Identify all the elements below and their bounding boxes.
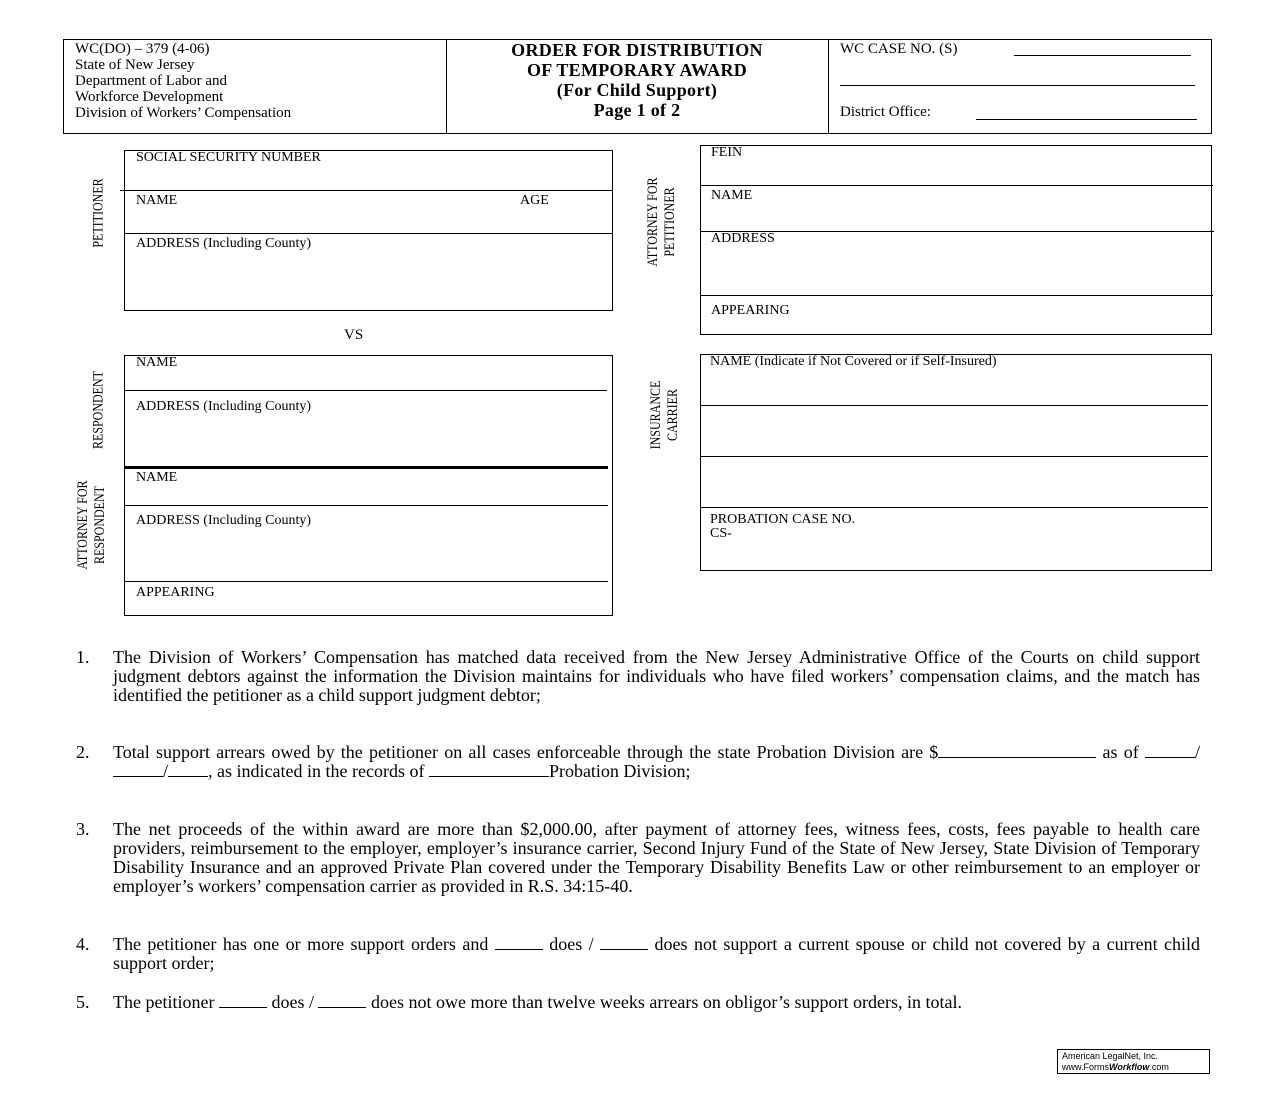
insurance-label-line-2: CARRIER — [665, 389, 681, 442]
item-4-text-1: The petitioner has one or more support orders and — [113, 934, 495, 954]
attorney-petitioner-side-label — [645, 177, 679, 266]
attorney-petitioner-address-label: ADDRESS — [711, 231, 775, 246]
item-5-text-3: does not owe more than twelve weeks arrears on obligor’s support orders, in total. — [366, 992, 962, 1012]
date-slash-2: / — [163, 761, 169, 781]
attorney-respondent-name-label: NAME — [136, 470, 178, 485]
item-4-text-2: does / — [542, 934, 601, 954]
department-line-1: Department of Labor and — [75, 73, 228, 89]
attorney-respondent-address-label: ADDRESS (Including County) — [136, 513, 311, 528]
petitioner-side-label: PETITIONER — [90, 178, 107, 248]
respondent-attorney-separator — [124, 466, 608, 469]
item-3-number: 3. — [76, 819, 90, 839]
versus-label: VS — [344, 327, 364, 343]
petitioner-divider-2 — [124, 233, 612, 234]
form-number: WC(DO) – 379 (4-06) — [75, 41, 210, 57]
insurance-label-line-1: INSURANCE — [648, 380, 664, 450]
attorney-respondent-label-line-1: ATTORNEY FOR — [75, 480, 91, 570]
item-5-paragraph — [113, 993, 1200, 1012]
item-4-paragraph — [113, 935, 1200, 973]
insurance-divider-3 — [700, 507, 1208, 508]
item-4-text-3: does not support a current spouse or child not covered by a current child support order; — [113, 934, 1200, 973]
header-agency-block — [75, 41, 291, 121]
item-4-number: 4. — [76, 934, 90, 954]
item-2-number: 2. — [76, 742, 90, 762]
item-1-number: 1. — [76, 647, 90, 667]
supports-spouse-does-not-field[interactable] — [600, 949, 648, 950]
arrears-does-field[interactable] — [219, 1007, 267, 1008]
petitioner-box — [124, 150, 613, 311]
date-year-field[interactable] — [168, 776, 208, 777]
attorney-petitioner-label-line-2: PETITIONER — [662, 187, 678, 257]
state-name: State of New Jersey — [75, 57, 195, 73]
respondent-box — [124, 355, 613, 616]
wc-case-label: WC CASE NO. (S) — [840, 41, 958, 57]
date-month-field[interactable] — [1145, 757, 1195, 758]
fein-label: FEIN — [711, 145, 743, 160]
respondent-side-label: RESPONDENT — [90, 370, 107, 450]
item-2-text-1: Total support arrears owed by the petitioner on all cases enforceable through the state Probation Division are $ — [113, 742, 939, 762]
page-indicator: Page 1 of 2 — [593, 100, 681, 120]
division-name: Division of Workers’ Compensation — [75, 105, 292, 121]
insurance-divider-2 — [700, 456, 1208, 457]
attorney-petitioner-label-line-1: ATTORNEY FOR — [645, 177, 661, 267]
insurance-box — [700, 354, 1212, 571]
attorney-petitioner-divider-2 — [700, 231, 1214, 232]
arrears-amount-field[interactable] — [938, 757, 1096, 758]
item-3-text: The net proceeds of the within award are more than $2,000.00, after payment of attorney fees, witness fees, costs, fees payable to health care providers, reimbursement to the employer, employer’s insurance carrier, Second Injury Fund of the State of New Jersey, State Division of Temporary Disability Insurance and an approved Private Plan covered under the Temporary Disability Benefits Law or other reimbursement to an employer or employer’s workers’ compensation carrier as provided in R.S. 34:15-40. — [113, 819, 1200, 896]
insurance-name-label: NAME (Indicate if Not Covered or if Self-Insured) — [710, 354, 997, 369]
header-divider-2 — [828, 40, 829, 133]
petitioner-address-label: ADDRESS (Including County) — [136, 236, 311, 251]
respondent-address-label: ADDRESS (Including County) — [136, 399, 311, 414]
attorney-petitioner-name-label: NAME — [711, 188, 753, 203]
petitioner-divider-1 — [120, 190, 612, 191]
wc-case-field-2[interactable] — [840, 85, 1195, 86]
district-office-label: District Office: — [840, 104, 931, 120]
date-day-field[interactable] — [113, 776, 163, 777]
attorney-petitioner-divider-1 — [700, 185, 1213, 186]
item-2-text-3: , as indicated in the records of — [208, 761, 429, 781]
attorney-respondent-label-line-2: RESPONDENT — [92, 485, 108, 565]
attorney-petitioner-divider-3 — [700, 295, 1213, 296]
attorney-respondent-divider-1 — [124, 505, 608, 506]
item-2-paragraph — [113, 743, 1200, 781]
respondent-divider-1 — [124, 390, 607, 391]
supports-spouse-does-field[interactable] — [495, 949, 543, 950]
insurance-carrier-side-label — [648, 381, 682, 450]
item-5-text-2: does / — [266, 992, 319, 1012]
district-office-field[interactable] — [976, 119, 1197, 120]
date-slash-1: / — [1194, 742, 1200, 762]
item-5-number: 5. — [76, 992, 90, 1012]
petitioner-age-label: AGE — [520, 193, 549, 208]
logo-line-1: American LegalNet, Inc. — [1062, 1051, 1159, 1061]
title-line-1: ORDER FOR DISTRIBUTION — [511, 40, 763, 60]
ssn-label: SOCIAL SECURITY NUMBER — [136, 150, 321, 165]
petitioner-name-label: NAME — [136, 193, 178, 208]
logo-line-2 — [1062, 1062, 1205, 1073]
probation-county-field[interactable] — [429, 776, 549, 777]
logo-text-b: Workflow — [1109, 1062, 1150, 1072]
item-2-text-4: Probation Division; — [548, 761, 691, 781]
attorney-petitioner-appearing-label: APPEARING — [711, 303, 790, 318]
item-1-text: The Division of Workers’ Compensation has matched data received from the New Jersey Administrative Office of the Courts on child support judgment debtors against the information the Division maintains for individuals who have filed workers’ compensation claims, and the match has identified the petitioner as a child support judgment debtor; — [113, 647, 1200, 705]
logo-text-a: www.Forms — [1062, 1062, 1109, 1072]
attorney-respondent-divider-2 — [124, 581, 608, 582]
american-legalnet-logo — [1057, 1049, 1210, 1074]
respondent-name-label: NAME — [136, 355, 178, 370]
title-line-3: (For Child Support) — [556, 80, 718, 100]
title-line-2: OF TEMPORARY AWARD — [526, 60, 748, 80]
wc-case-field[interactable] — [1014, 55, 1191, 56]
item-2-text-2: as of — [1096, 742, 1145, 762]
cs-prefix-label: CS- — [710, 526, 732, 541]
insurance-divider-1 — [700, 405, 1208, 406]
attorney-respondent-appearing-label: APPEARING — [136, 585, 215, 600]
arrears-does-not-field[interactable] — [318, 1007, 366, 1008]
logo-text-c: .com — [1149, 1062, 1169, 1072]
attorney-respondent-side-label — [75, 480, 109, 569]
department-line-2: Workforce Development — [75, 89, 224, 105]
form-title — [446, 40, 828, 120]
probation-case-label: PROBATION CASE NO. — [710, 512, 856, 527]
item-5-text-1: The petitioner — [113, 992, 219, 1012]
